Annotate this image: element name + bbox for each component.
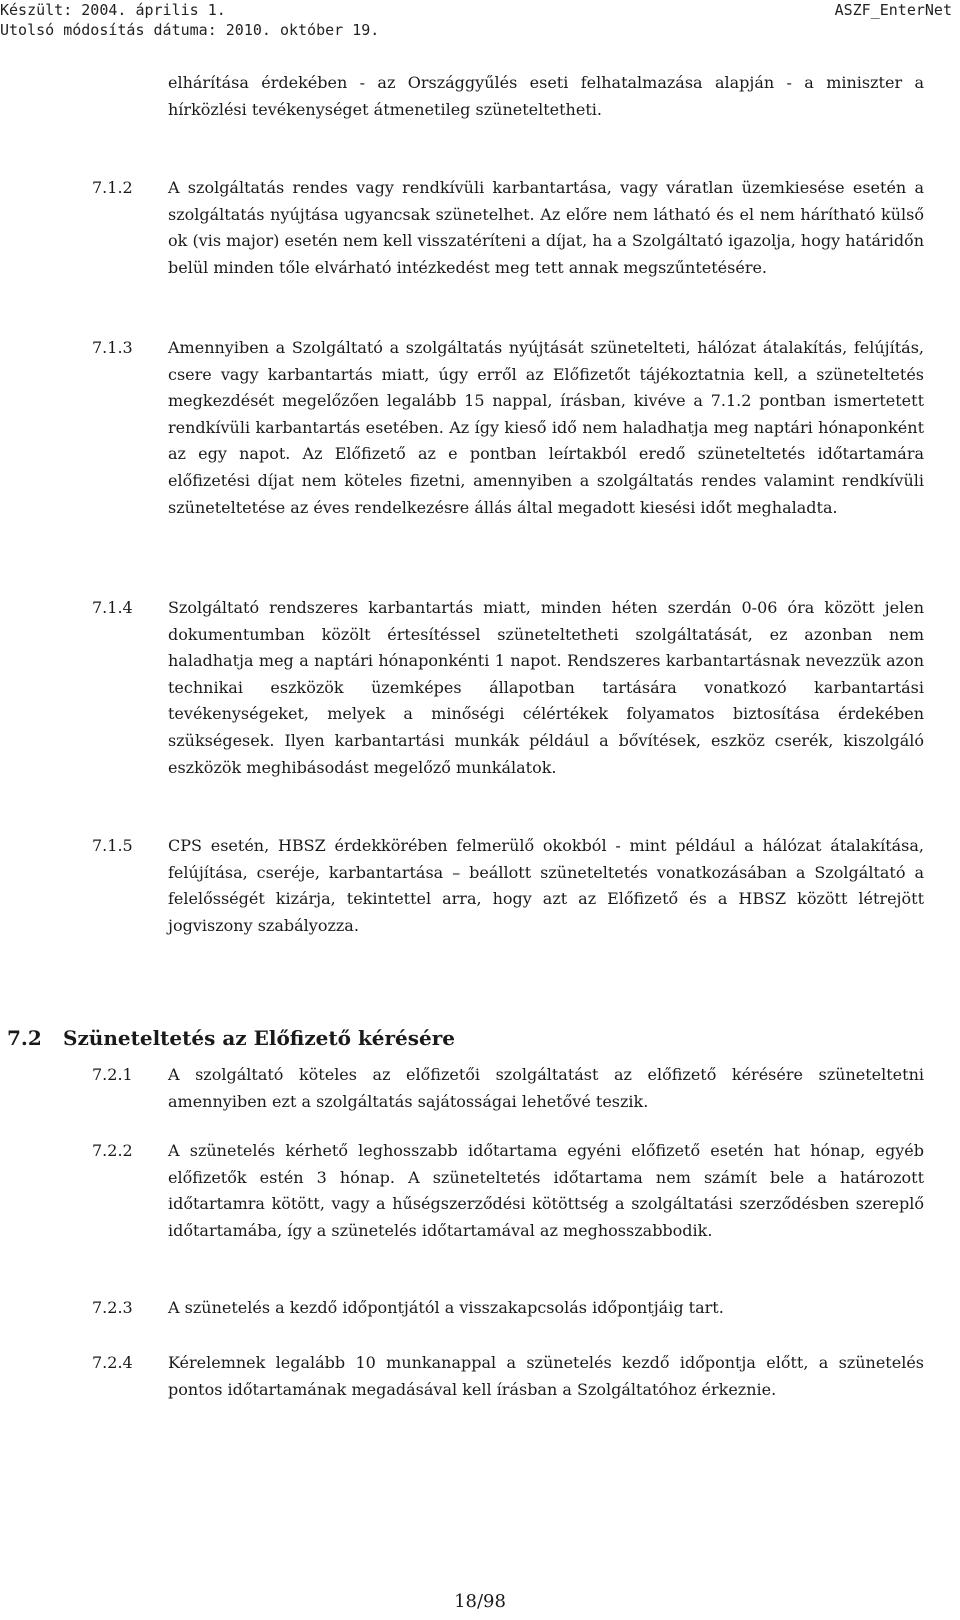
section-title: Szüneteltetés az Előfizető kérésére: [63, 1026, 456, 1050]
intro-paragraph: elhárítása érdekében - az Országgyűlés eseti felhatalmazása alapján - a miniszter a hírközlési tevékenységet átmenetileg szüneteltetheti.: [168, 73, 924, 119]
item-number: 7.1.3: [92, 338, 133, 357]
item-number: 7.2.4: [92, 1353, 133, 1372]
header-row-2: [0, 20, 960, 40]
item-text: A szünetelés a kezdő időpontjától a visszakapcsolás időpontjáig tart.: [168, 1298, 724, 1317]
document-code: ASZF_EnterNet: [834, 1, 952, 19]
item-number: 7.2.1: [92, 1065, 133, 1084]
item-text: CPS esetén, HBSZ érdekkörében felmerülő okokból - mint például a hálózat átalakítása, felújítása, cseréje, karbantartása – beállott szüneteltetés vonatkozásában a Szolgáltató a felelősségét kizárja, tekintettel arra, hogy azt az Előfizető és a HBSZ között létrejött jogviszony szabályozza.: [168, 836, 924, 935]
item-number: 7.1.2: [92, 178, 133, 197]
page-number: 18/98: [454, 1591, 506, 1612]
modified-date: Utolsó módosítás dátuma: 2010. október 19.: [0, 21, 380, 39]
item-number: 7.1.4: [92, 598, 133, 617]
item-text: Amennyiben a Szolgáltató a szolgáltatás nyújtását szünetelteti, hálózat átalakítás, felújítás, csere vagy karbantartás miatt, úgy erről az Előfizetőt tájékoztatnia kell, a szüneteltetés megkezdését megelőzően legalább 15 nappal, írásban, kivéve a 7.1.2 pontban ismertetett rendkívüli karbantartás esetében. Az így kieső idő nem haladhatja meg naptári hónaponként az egy napot. Az Előfizető az e pontban leírtakból eredő szüneteltetés időtartamára előfizetési díjat nem köteles fizetni, amennyiben a szolgáltatás rendes valamint rendkívüli szüneteltetése az éves rendelkezésre állás által megadott kiesési időt meghaladta.: [168, 338, 924, 517]
section-heading: [7, 1022, 455, 1054]
item-number: 7.2.3: [92, 1298, 133, 1317]
header-row-1: [0, 0, 960, 20]
item-number: 7.1.5: [92, 836, 133, 855]
section-number: 7.2: [7, 1026, 42, 1050]
item-text: A szolgáltatás rendes vagy rendkívüli karbantartása, vagy váratlan üzemkiesése esetén a szolgáltatás nyújtása ugyancsak szünetelhet. Az előre nem látható és el nem hárítható külső ok (vis major) esetén nem kell visszatéríteni a díjat, ha a Szolgáltató igazolja, hogy határidőn belül minden tőle elvárható intézkedést meg tett annak megszűntetésére.: [168, 178, 924, 277]
item-text: A szünetelés kérhető leghosszabb időtartama egyéni előfizető esetén hat hónap, egyéb előfizetők estén 3 hónap. A szüneteltetés időtartama nem számít bele a határozott időtartamra kötött, vagy a hűségszerződési kötöttség a szolgáltatási szerződésben szereplő időtartamába, így a szünetelés időtartamával az meghosszabbodik.: [168, 1141, 924, 1240]
item-text: Szolgáltató rendszeres karbantartás miatt, minden héten szerdán 0-06 óra között jelen dokumentumban közölt értesítéssel szüneteltetheti szolgáltatását, ez azonban nem haladhatja meg a naptári hónaponkénti 1 napot. Rendszeres karbantartásnak nevezzük azon technikai eszközök üzemképes állapotban tartására vonatkozó karbantartási tevékenységeket, melyek a minőségi célértékek folyamatos biztosítása érdekében szükségesek. Ilyen karbantartási munkák például a bővítések, eszköz cserék, kiszolgáló eszközök meghibásodást megelőző munkálatok.: [168, 598, 924, 777]
created-date: Készült: 2004. április 1.: [0, 1, 226, 19]
item-number: 7.2.2: [92, 1141, 133, 1160]
item-text: Kérelemnek legalább 10 munkanappal a szünetelés kezdő időpontja előtt, a szünetelés pontos időtartamának megadásával kell írásban a Szolgáltatóhoz érkeznie.: [168, 1353, 924, 1399]
item-text: A szolgáltató köteles az előfizetői szolgáltatást az előfizető kérésére szüneteltetni amennyiben ezt a szolgáltatás sajátosságai lehetővé teszik.: [168, 1065, 924, 1111]
